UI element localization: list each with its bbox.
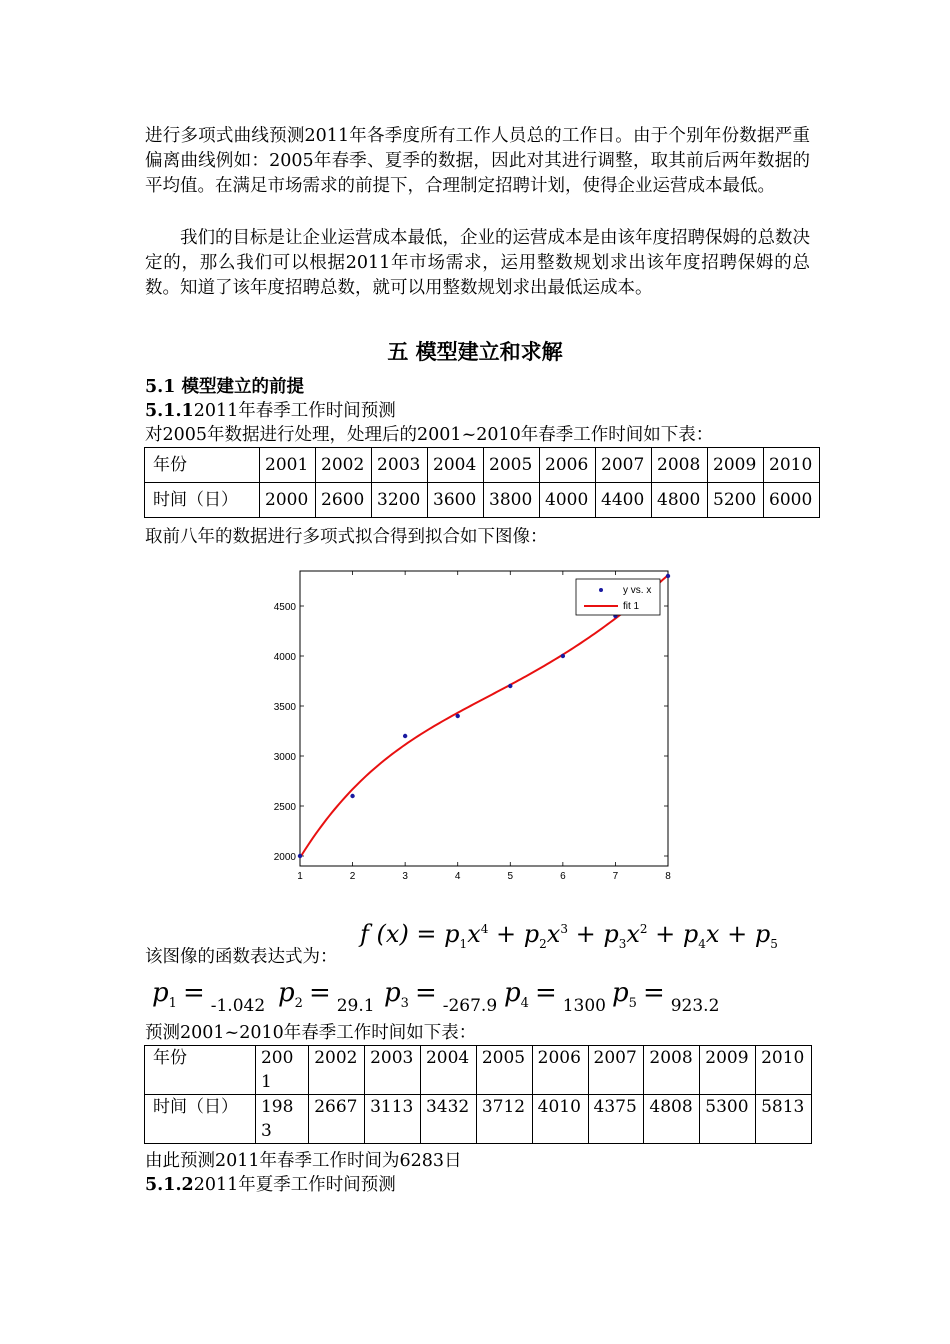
y-tick-label: 2500 [273, 802, 296, 813]
data-point [508, 684, 512, 688]
table-cell: 3200 [372, 483, 428, 518]
table1-caption: 对2005年数据进行处理，处理后的2001~2010年春季工作时间如下表： [145, 425, 714, 445]
fit-caption: 取前八年的数据进行多项式拟合得到拟合如下图像： [145, 527, 548, 547]
prediction-line: 由此预测2011年春季工作时间为6283日 [145, 1151, 462, 1171]
table-cell: 3712 [476, 1095, 532, 1144]
table-cell: 2006 [532, 1046, 588, 1095]
legend-point-marker [599, 588, 603, 592]
x-tick-label: 3 [402, 871, 408, 882]
table-label-year: 年份 [145, 1046, 256, 1095]
x-tick-label: 2 [349, 871, 356, 882]
coefficient-value: -267.9 [442, 996, 498, 1016]
x-tick-label: 8 [665, 871, 671, 882]
table-cell: 1983 [255, 1095, 308, 1144]
y-tick-label: 3500 [273, 702, 296, 713]
data-point [456, 714, 460, 718]
data-point [350, 794, 354, 798]
x-tick-label: 1 [297, 871, 303, 882]
subsection-5-1: 5.1 模型建立的前提 [145, 377, 305, 397]
table-cell: 2002 [309, 1046, 365, 1095]
intro-paragraph-2: 我们的目标是让企业运营成本最低，企业的运营成本是由该年度招聘保姆的总数决定的，那么我们可以根据2011年市场需求，运用整数规划求出该年度招聘保姆的总数。知道了该年度招聘总数，就可以用整数规划求出最低运成本。 [145, 228, 810, 298]
coefficient-p4: $p_4 = 1300$ [504, 978, 606, 1016]
table-cell: 2003 [365, 1046, 421, 1095]
table-cell: 5300 [700, 1095, 756, 1144]
coefficient-p1: $p_1 = -1.042$ [152, 978, 266, 1016]
spring-worktime-table [144, 447, 820, 518]
table-cell: 2008 [652, 448, 708, 483]
table-cell: 3600 [428, 483, 484, 518]
subsection-number: 5.1.2 [145, 1175, 194, 1195]
table-cell: 2009 [708, 448, 764, 483]
table2-caption: 预测2001~2010年春季工作时间如下表： [145, 1023, 477, 1043]
polynomial-fit-chart [265, 566, 685, 886]
subsection-5-1-1 [145, 399, 396, 423]
table-cell: 2007 [596, 448, 652, 483]
table-cell: 2004 [428, 448, 484, 483]
table-cell: 4808 [644, 1095, 700, 1144]
data-point [403, 734, 407, 738]
table-cell: 4010 [532, 1095, 588, 1144]
table-cell: 4000 [540, 483, 596, 518]
table-cell: 6000 [764, 483, 820, 518]
table-cell: 2002 [316, 448, 372, 483]
table-cell: 2007 [588, 1046, 644, 1095]
y-tick-label: 3000 [273, 752, 296, 763]
x-tick-label: 7 [612, 871, 619, 882]
subsection-text: 2011年夏季工作时间预测 [193, 1175, 396, 1195]
coefficient-p2: $p_2 = 29.1$ [278, 978, 375, 1016]
intro-paragraph-1: 进行多项式曲线预测2011年各季度所有工作人员总的工作日。由于个别年份数据严重偏离曲线例如：2005年春季、夏季的数据，因此对其进行调整，取其前后两年数据的平均值。在满足市场需求的前提下，合理制定招聘计划，使得企业运营成本最低。 [145, 126, 810, 196]
table-label-time: 时间（日） [145, 483, 260, 518]
x-tick-label: 4 [454, 871, 461, 882]
table-cell: 2000 [260, 483, 316, 518]
y-tick-label: 4000 [273, 652, 296, 663]
table-cell: 3800 [484, 483, 540, 518]
x-tick-label: 6 [560, 871, 566, 882]
table-cell: 3432 [420, 1095, 476, 1144]
table-row [145, 1095, 812, 1144]
table-row [145, 448, 820, 483]
predicted-spring-worktime-table [144, 1045, 812, 1144]
y-tick-label: 4500 [273, 602, 296, 613]
table-cell: 2003 [372, 448, 428, 483]
subsection-text: 2011年春季工作时间预测 [193, 401, 396, 421]
coefficient-value: -1.042 [210, 996, 266, 1016]
table-cell: 4400 [596, 483, 652, 518]
data-point [298, 854, 302, 858]
data-point [666, 574, 670, 578]
table-cell: 2010 [756, 1046, 812, 1095]
table-cell: 2600 [316, 483, 372, 518]
data-point [561, 654, 565, 658]
table-cell: 5813 [756, 1095, 812, 1144]
table-label-time: 时间（日） [145, 1095, 256, 1144]
y-tick-label: 2000 [273, 852, 296, 863]
subsection-number: 5.1.1 [145, 401, 194, 421]
table-cell: 3113 [365, 1095, 421, 1144]
coefficient-value: 29.1 [336, 996, 375, 1016]
section-title: 五 模型建立和求解 [387, 339, 563, 364]
x-tick-label: 5 [507, 871, 514, 882]
table-cell: 2009 [700, 1046, 756, 1095]
table-cell: 2001 [255, 1046, 308, 1095]
table-cell: 4375 [588, 1095, 644, 1144]
table-cell: 2008 [644, 1046, 700, 1095]
table-row [145, 483, 820, 518]
table-cell: 4800 [652, 483, 708, 518]
subsection-5-1-2 [145, 1173, 396, 1197]
table-cell: 2006 [540, 448, 596, 483]
legend-label: fit 1 [623, 601, 640, 612]
table-cell: 2005 [476, 1046, 532, 1095]
table-cell: 2004 [420, 1046, 476, 1095]
table-row [145, 1046, 812, 1095]
table-cell: 5200 [708, 483, 764, 518]
coefficient-value: 923.2 [670, 996, 720, 1016]
formula-caption: 该图像的函数表达式为： [145, 947, 338, 967]
table-cell: 2010 [764, 448, 820, 483]
coefficient-value: 1300 [562, 996, 606, 1016]
table-cell: 2667 [309, 1095, 365, 1144]
table-label-year: 年份 [145, 448, 260, 483]
table-cell: 2001 [260, 448, 316, 483]
fit-formula: f $(x) = p_1x^4 + p_2x^3 + p_3x^2 + p_4x + p_5$ [360, 920, 778, 951]
legend-label: y vs. x [623, 585, 652, 596]
coefficient-p3: $p_3 = -267.9$ [384, 978, 498, 1016]
table-cell: 2005 [484, 448, 540, 483]
coefficient-p5: $p_5 = 923.2$ [612, 978, 720, 1016]
